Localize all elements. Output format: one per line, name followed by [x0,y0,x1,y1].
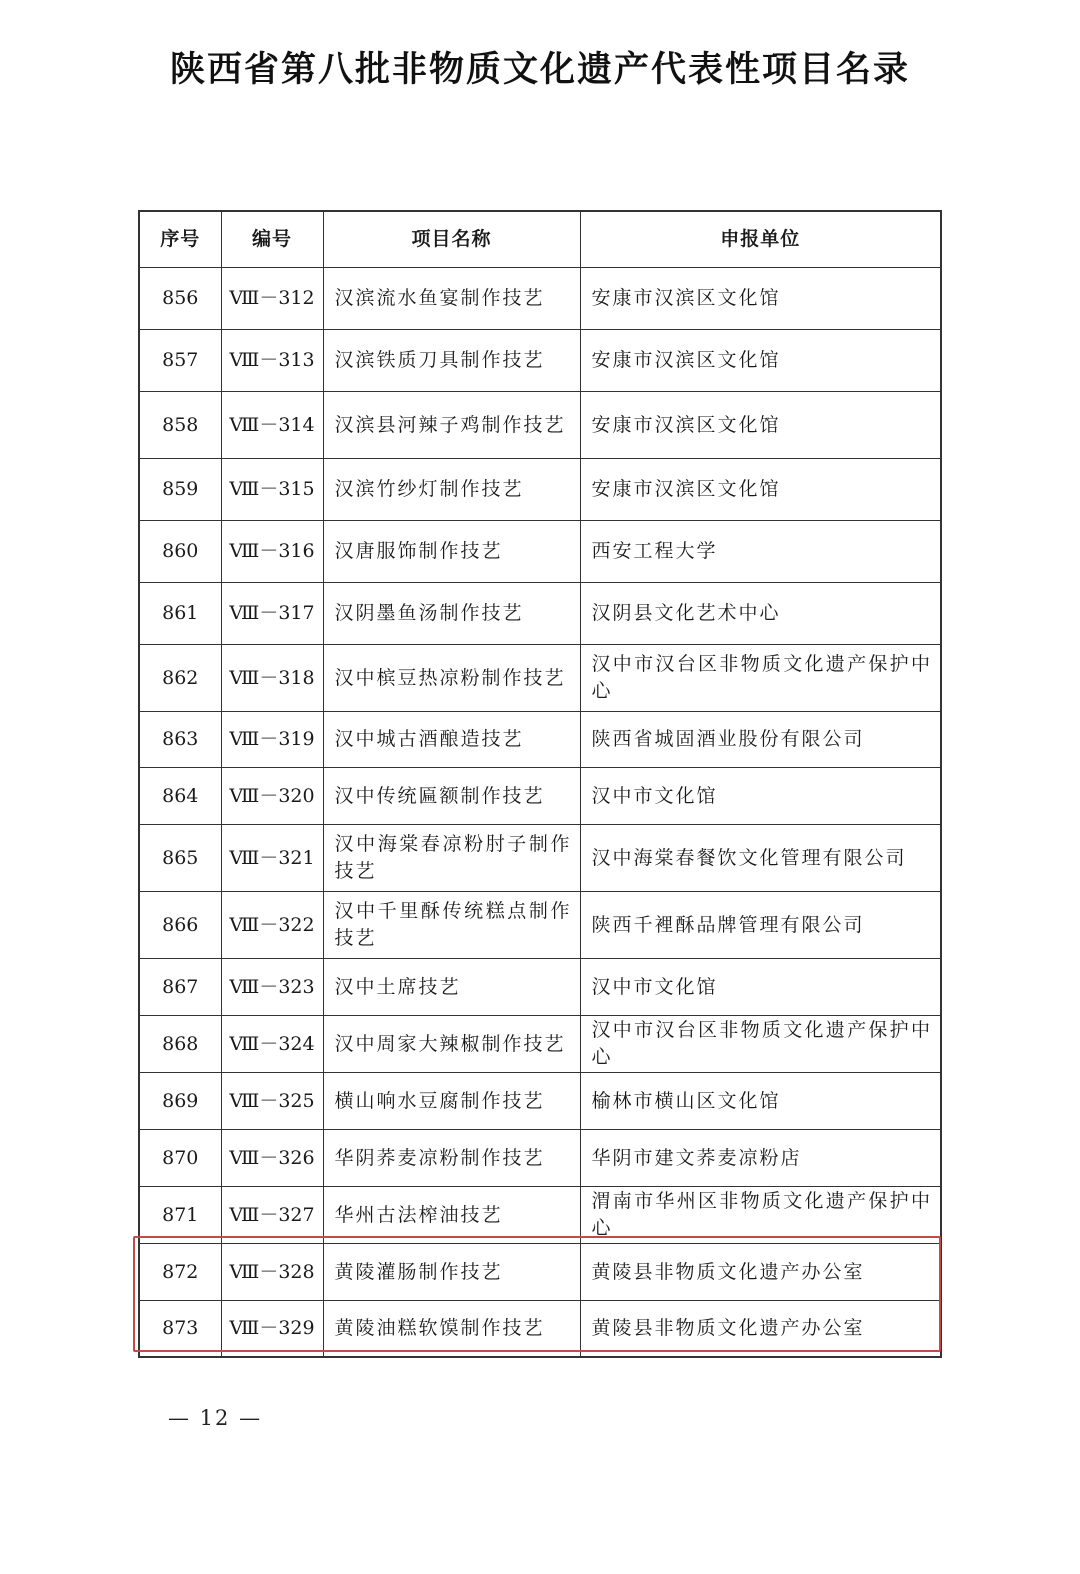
cell-name: 华州古法榨油技艺 [323,1187,580,1244]
cell-seq: 858 [139,392,221,459]
cell-seq: 861 [139,583,221,645]
cell-seq: 856 [139,268,221,330]
cell-name: 汉中周家大辣椒制作技艺 [323,1016,580,1073]
cell-seq: 867 [139,959,221,1016]
table-row [139,330,941,392]
cell-name: 汉滨竹纱灯制作技艺 [323,459,580,521]
header-code: 编号 [221,211,323,268]
header-seq: 序号 [139,211,221,268]
cell-seq: 865 [139,825,221,892]
cell-seq: 860 [139,521,221,583]
cell-unit: 汉中海棠春餐饮文化管理有限公司 [580,825,941,892]
cell-code: Ⅷ－319 [221,712,323,768]
cell-seq: 866 [139,892,221,959]
cell-name: 华阴荞麦凉粉制作技艺 [323,1130,580,1187]
table-row [139,583,941,645]
cell-unit: 汉阴县文化艺术中心 [580,583,941,645]
cell-name: 横山响水豆腐制作技艺 [323,1073,580,1130]
cell-code: Ⅷ－329 [221,1301,323,1357]
cell-seq: 863 [139,712,221,768]
cell-unit: 安康市汉滨区文化馆 [580,459,941,521]
cell-unit: 黄陵县非物质文化遗产办公室 [580,1244,941,1301]
cell-unit: 安康市汉滨区文化馆 [580,392,941,459]
cell-unit: 渭南市华州区非物质文化遗产保护中心 [580,1187,941,1244]
cell-unit: 华阴市建文荞麦凉粉店 [580,1130,941,1187]
cell-unit: 陕西省城固酒业股份有限公司 [580,712,941,768]
table-row [139,712,941,768]
cell-code: Ⅷ－328 [221,1244,323,1301]
cell-name: 汉中传统匾额制作技艺 [323,768,580,825]
cell-seq: 872 [139,1244,221,1301]
table-row [139,1301,941,1357]
cell-code: Ⅷ－317 [221,583,323,645]
cell-unit: 汉中市汉台区非物质文化遗产保护中心 [580,1016,941,1073]
cell-unit: 榆林市横山区文化馆 [580,1073,941,1130]
cell-seq: 857 [139,330,221,392]
heritage-list-table [138,210,942,1358]
cell-seq: 873 [139,1301,221,1357]
table-row [139,521,941,583]
cell-name: 汉中土席技艺 [323,959,580,1016]
cell-code: Ⅷ－321 [221,825,323,892]
cell-name: 黄陵灌肠制作技艺 [323,1244,580,1301]
page-number: — 12 — [168,1406,263,1430]
cell-unit: 汉中市文化馆 [580,959,941,1016]
table-row [139,892,941,959]
table-body [139,268,941,1357]
table-row [139,1130,941,1187]
cell-name: 汉滨县河辣子鸡制作技艺 [323,392,580,459]
cell-name: 汉中城古酒酿造技艺 [323,712,580,768]
cell-unit: 西安工程大学 [580,521,941,583]
table-row [139,768,941,825]
cell-name: 汉中海棠春凉粉肘子制作技艺 [323,825,580,892]
page-title: 陕西省第八批非物质文化遗产代表性项目名录 [169,50,910,90]
table-row [139,392,941,459]
cell-code: Ⅷ－326 [221,1130,323,1187]
cell-unit: 汉中市汉台区非物质文化遗产保护中心 [580,645,941,712]
cell-seq: 870 [139,1130,221,1187]
cell-code: Ⅷ－312 [221,268,323,330]
table-row [139,959,941,1016]
cell-name: 汉阴墨鱼汤制作技艺 [323,583,580,645]
cell-code: Ⅷ－316 [221,521,323,583]
table-row [139,825,941,892]
cell-unit: 陕西千裡酥品牌管理有限公司 [580,892,941,959]
table-row [139,268,941,330]
cell-name: 黄陵油糕软馍制作技艺 [323,1301,580,1357]
cell-seq: 869 [139,1073,221,1130]
table-row [139,1187,941,1244]
cell-unit: 安康市汉滨区文化馆 [580,330,941,392]
cell-seq: 871 [139,1187,221,1244]
header-unit: 申报单位 [580,211,941,268]
cell-name: 汉滨流水鱼宴制作技艺 [323,268,580,330]
cell-code: Ⅷ－324 [221,1016,323,1073]
cell-name: 汉滨铁质刀具制作技艺 [323,330,580,392]
cell-code: Ⅷ－323 [221,959,323,1016]
cell-code: Ⅷ－320 [221,768,323,825]
cell-unit: 汉中市文化馆 [580,768,941,825]
cell-code: Ⅷ－315 [221,459,323,521]
cell-code: Ⅷ－327 [221,1187,323,1244]
header-name: 项目名称 [323,211,580,268]
cell-unit: 黄陵县非物质文化遗产办公室 [580,1301,941,1357]
cell-seq: 862 [139,645,221,712]
table-row [139,1016,941,1073]
cell-seq: 859 [139,459,221,521]
cell-code: Ⅷ－322 [221,892,323,959]
table-row [139,1244,941,1301]
cell-code: Ⅷ－313 [221,330,323,392]
cell-code: Ⅷ－314 [221,392,323,459]
cell-unit: 安康市汉滨区文化馆 [580,268,941,330]
table-row [139,459,941,521]
table-row [139,645,941,712]
cell-name: 汉唐服饰制作技艺 [323,521,580,583]
table-row [139,1073,941,1130]
table-header-row [139,211,941,268]
cell-code: Ⅷ－325 [221,1073,323,1130]
cell-seq: 868 [139,1016,221,1073]
cell-name: 汉中槟豆热凉粉制作技艺 [323,645,580,712]
cell-seq: 864 [139,768,221,825]
cell-code: Ⅷ－318 [221,645,323,712]
cell-name: 汉中千里酥传统糕点制作技艺 [323,892,580,959]
